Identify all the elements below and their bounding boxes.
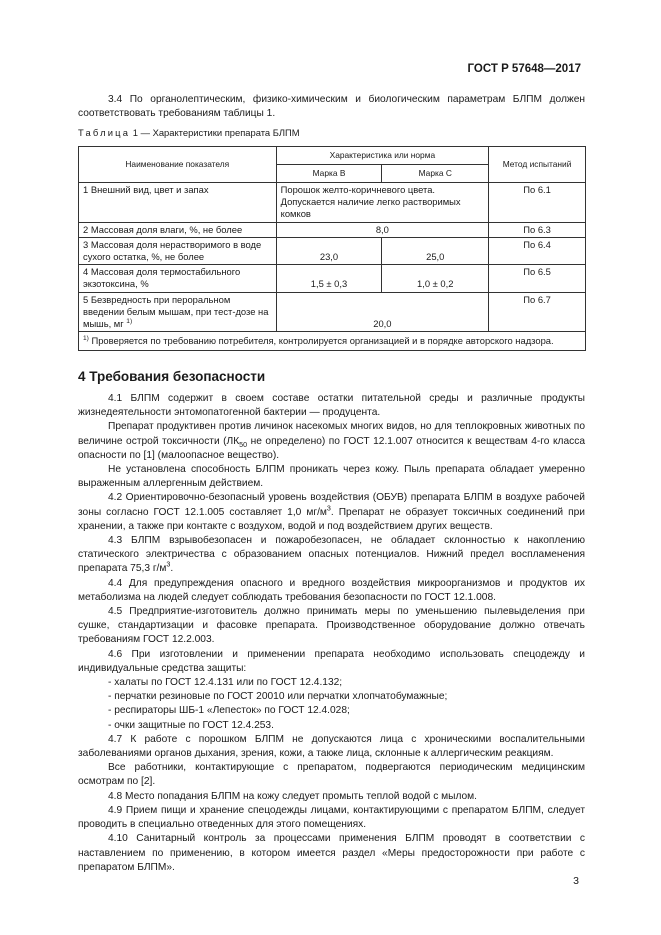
row-5-method: По 6.7 (489, 292, 586, 332)
paragraph-4-5: 4.5 Предприятие-изготовитель должно принимать меры по уменьшению пылевыделения при сушке, стандартизации и фасовке препарата. Производственное оборудование должно отвечать требованиям ГОСТ 12.2.003. (78, 606, 585, 646)
standard-code: ГОСТ Р 57648—2017 (467, 63, 581, 75)
header-grade-b: Марка В (276, 165, 382, 183)
paragraph-4-4: 4.4 Для предупреждения опасного и вредного воздействия микроорганизмов и продуктов их метаболизма на людей следует соблюдать требования безопасности по ГОСТ 12.1.008. (78, 577, 585, 603)
characteristics-table (78, 146, 586, 351)
table-row (79, 292, 586, 332)
list-item: - перчатки резиновые по ГОСТ 20010 или перчатки хлопчатобумажные; (108, 691, 448, 703)
table-row (79, 237, 586, 264)
row-2-value: 8,0 (276, 222, 489, 237)
table-caption-word: Таблица (78, 127, 131, 138)
table-caption (78, 127, 300, 138)
row-1-method: По 6.1 (489, 183, 586, 223)
paragraph-4-1: 4.1 БЛПМ содержит в своем составе остатки питательной среды и различные продукты жизнедеятельности энтомопатогенной бактерии — продуцента. (78, 393, 585, 419)
p43-text-b: . (170, 563, 174, 575)
row-3-grade-c: 25,0 (382, 237, 489, 264)
paragraph-4-1c: Не установлена способность БЛПМ проникать через кожу. Пыль препарата обладает умеренно выраженным аллергенным действием. (78, 464, 585, 490)
section-4-body (78, 392, 585, 875)
paragraph-3-4: 3.4 По органолептическим, физико-химическим и биологическим параметрам БЛПМ должен соответствовать требованиям таблицы 1. (78, 94, 585, 120)
row-4-method: По 6.5 (489, 265, 586, 292)
paragraph-4-8: 4.8 Место попадания БЛПМ на кожу следует промыть теплой водой с мылом. (108, 790, 478, 802)
section-title: 4 Требования безопасности (78, 369, 266, 384)
paragraph-4-6: 4.6 При изготовлении и применении препарата необходимо использовать спецодежду и индивидуальные средства защиты: (78, 648, 585, 674)
row-5-footnote-ref: 1) (126, 317, 133, 325)
row-1-value: Порошок желто-коричневого цвета. Допускается наличие легко растворимых комков (276, 183, 489, 223)
paragraph-4-7: 4.7 К работе с порошком БЛПМ не допускаются лица с хроническими воспалительными заболеваниями органов дыхания, зрения, кожи, а также лица, склонные к аллергическим реакциям. (78, 733, 585, 760)
row-2-method: По 6.3 (489, 222, 586, 237)
row-3-grade-b: 23,0 (276, 237, 382, 264)
p42-superscript: 3 (326, 504, 331, 513)
table-caption-text: 1 — Характеристики препарата БЛПМ (130, 127, 300, 138)
p43-text-a: 4.3 БЛПМ взрывобезопасен и пожаробезопасен, не обладает склонностью к накоплению статического электричества с образованием опасных потенциалов. Нижний предел воспламенения препарата 75,3 г/м (78, 535, 585, 575)
p41b-subscript: 50 (239, 440, 248, 449)
row-2-name: 2 Массовая доля влаги, %, не более (79, 222, 277, 237)
row-4-grade-b: 1,5 ± 0,3 (276, 265, 382, 292)
row-3-method: По 6.4 (489, 237, 586, 264)
header-characteristic: Характеристика или норма (276, 147, 489, 165)
table-row (79, 222, 586, 237)
row-5-name (79, 292, 277, 332)
list-item: - очки защитные по ГОСТ 12.4.253. (108, 719, 274, 731)
header-indicator-name: Наименование показателя (79, 147, 277, 183)
table-footnote-row (79, 332, 586, 351)
paragraph-4-10: 4.10 Санитарный контроль за процессами применения БЛПМ проводят в соответствии с наставлением по применению, в котором имеется раздел «Меры предосторожности при работе с препаратом БЛПМ». (78, 833, 585, 873)
page-number: 3 (573, 875, 579, 887)
table-row (79, 265, 586, 292)
paragraph-4-1b (78, 420, 585, 463)
p42-text-a: 4.2 Ориентировочно-безопасный уровень воздействия (ОБУВ) препарата БЛПМ в воздухе рабочей зоны согласно ГОСТ 12.1.005 составляет 1,0 мг/м (78, 492, 585, 518)
paragraph-4-7b: Все работники, контактирующие с препаратом, подвергаются периодическим медицинским осмотрам по [2]. (78, 762, 585, 788)
p43-superscript: 3 (166, 561, 171, 570)
list-item: - респираторы ШБ-1 «Лепесток» по ГОСТ 12.4.028; (108, 705, 350, 717)
header-grade-c: Марка С (382, 165, 489, 183)
p41b-text-b: не определено) по ГОСТ 12.1.007 относится к веществам 4-го класса опасности по [1] (малоопасное вещество). (78, 435, 586, 461)
row-3-name: 3 Массовая доля нерастворимого в воде сухого остатка, %, не более (79, 237, 277, 264)
p42-text-b: . Препарат не образует токсичных соединений при хранении, а также при контакте с воздухом, водой и под воздействием других веществ. (78, 506, 585, 532)
p41b-text-a: Препарат продуктивен против личинок насекомых многих видов, но для теплокровных животных по величине острой токсичности (ЛК (78, 421, 585, 447)
row-4-grade-c: 1,0 ± 0,2 (382, 265, 489, 292)
row-1-name: 1 Внешний вид, цвет и запах (79, 183, 277, 223)
footnote-mark: 1) (83, 335, 89, 343)
header-test-method: Метод испытаний (489, 147, 586, 183)
row-5-value: 20,0 (276, 292, 489, 332)
row-5-name-text: 5 Безвредность при пероральном введении белым мышам, при тест-дозе на мышь, мг (83, 293, 269, 330)
paragraph-4-2 (78, 491, 585, 534)
footnote-text: Проверяется по требованию потребителя, контролируется организацией и в порядке авторского надзора. (88, 335, 554, 347)
paragraph-4-9: 4.9 Прием пищи и хранение спецодежды лицами, контактирующими с препаратом БЛПМ, следует проводить в специально отведенных для этого помещениях. (78, 804, 585, 831)
paragraph-4-3 (78, 534, 585, 577)
table-footnote (79, 332, 586, 351)
row-4-name: 4 Массовая доля термостабильного экзотоксина, % (79, 265, 277, 292)
table-row (79, 183, 586, 223)
list-item: - халаты по ГОСТ 12.4.131 или по ГОСТ 12.4.132; (108, 677, 343, 689)
